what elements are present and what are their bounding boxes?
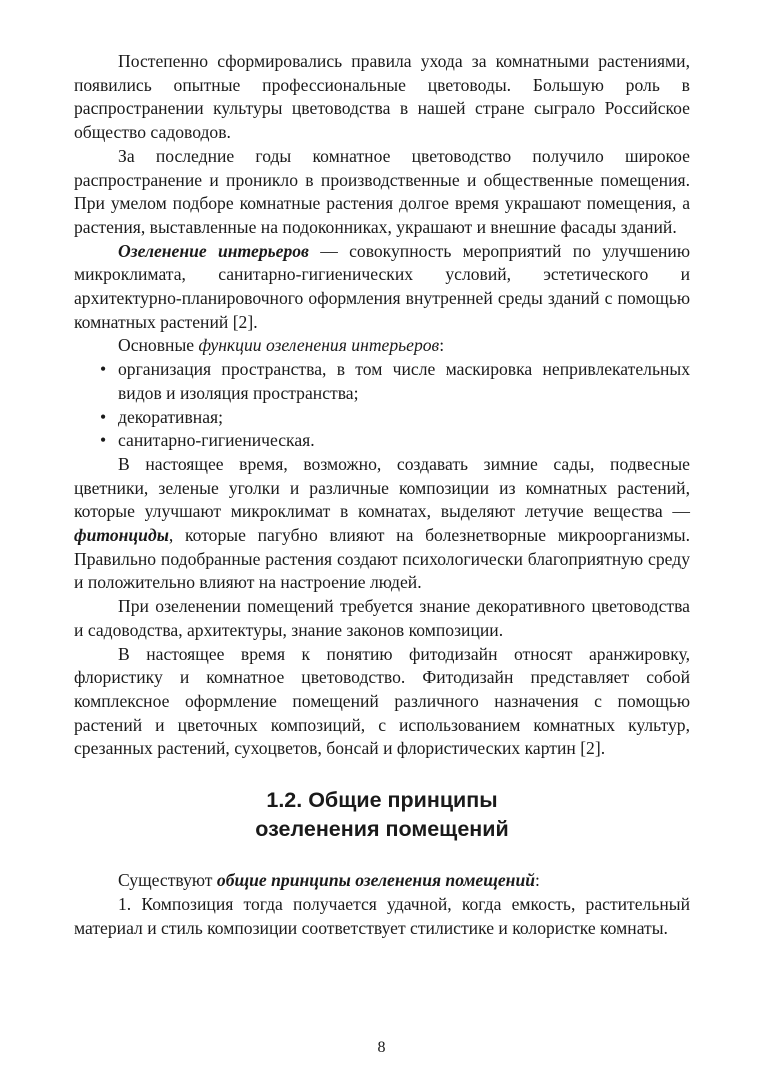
bullet-icon: • xyxy=(100,359,107,380)
term-principles: общие принципы озеленения помещений xyxy=(216,870,536,891)
paragraph-principle-1: 1. Композиция тогда получается удачной, когда емкость, растительный материал и стиль композиции соответствует стилистике и колористке комнаты. xyxy=(74,893,690,938)
section-heading-line1: 1.2. Общие принципы xyxy=(266,788,498,813)
paragraph-definition xyxy=(74,240,690,335)
section-heading-line2: озеленения помещений xyxy=(255,817,509,842)
bullet-text: организация пространства, в том числе маскировка непривлекательных видов и изоляция пространства; xyxy=(118,359,690,403)
phytoncides-text-a: В настоящее время, возможно, создавать зимние сады, подвесные цветники, зеленые уголки и различные композиции из комнатных растений, которые улучшают микроклимат в комнатах, выделяют летучие вещества — xyxy=(74,453,690,522)
functions-colon: : xyxy=(439,335,445,356)
functions-lead: Основные xyxy=(118,335,199,356)
bullet-icon: • xyxy=(100,406,107,427)
principles-colon: : xyxy=(535,870,540,891)
paragraph-principles-intro xyxy=(74,869,690,893)
bullet-item xyxy=(74,406,690,430)
term-functions: функции озеленения интерьеров xyxy=(198,335,440,356)
page-body xyxy=(74,50,690,940)
phytoncides-text-b: , которые пагубно влияют на болезнетворные микроорганизмы. Правильно подобранные растения создают психологически благоприятную среду и положительно влияют на настроение людей. xyxy=(74,525,690,593)
paragraph-functions-intro xyxy=(74,334,690,358)
bullet-icon: • xyxy=(100,430,107,451)
section-heading xyxy=(74,786,690,844)
term-phytoncides: фитонциды xyxy=(74,525,169,546)
paragraph-phytoncides xyxy=(74,453,690,595)
bullet-text: санитарно-гигиеническая. xyxy=(118,430,315,451)
principles-lead: Существуют xyxy=(118,870,217,891)
bullet-text: декоративная; xyxy=(118,406,223,427)
paragraph-phytodesign: В настоящее время к понятию фитодизайн относят аранжировку, флористику и комнатное цветоводство. Фитодизайн представляет собой комплексное оформление помещений различного назначения с помощью растений и цветочных композиций, с использованием комнатных культур, срезанных растений, сухоцветов, бонсай и флористических картин [2]. xyxy=(74,643,690,759)
paragraph-history: Постепенно сформировались правила ухода за комнатными растениями, появились опытные профессиональные цветоводы. Большую роль в распространении культуры цветоводства в нашей стране сыграло Российское общество садоводов. xyxy=(74,51,690,143)
bullet-item xyxy=(74,429,690,453)
definition-text: — совокупность мероприятий по улучшению микроклимата, санитарно-гигиенических условий, эстетического и архитектурно-планировочного оформления внутренней среды зданий с помощью комнатных растений [2]. xyxy=(74,240,690,332)
bullet-item xyxy=(74,358,690,405)
paragraph-recent-years: За последние годы комнатное цветоводство получило широкое распространение и проникло в производственные и общественные помещения. При умелом подборе комнатные растения долгое время украшают помещения, а растения, выставленные на подоконниках, украшают и внешние фасады зданий. xyxy=(74,145,690,237)
page-number: 8 xyxy=(377,1039,386,1056)
paragraph-knowledge: При озеленении помещений требуется знание декоративного цветоводства и садоводства, архитектуры, знание законов композиции. xyxy=(74,596,690,640)
term-interior-greening: Озеленение интерьеров xyxy=(118,240,309,261)
